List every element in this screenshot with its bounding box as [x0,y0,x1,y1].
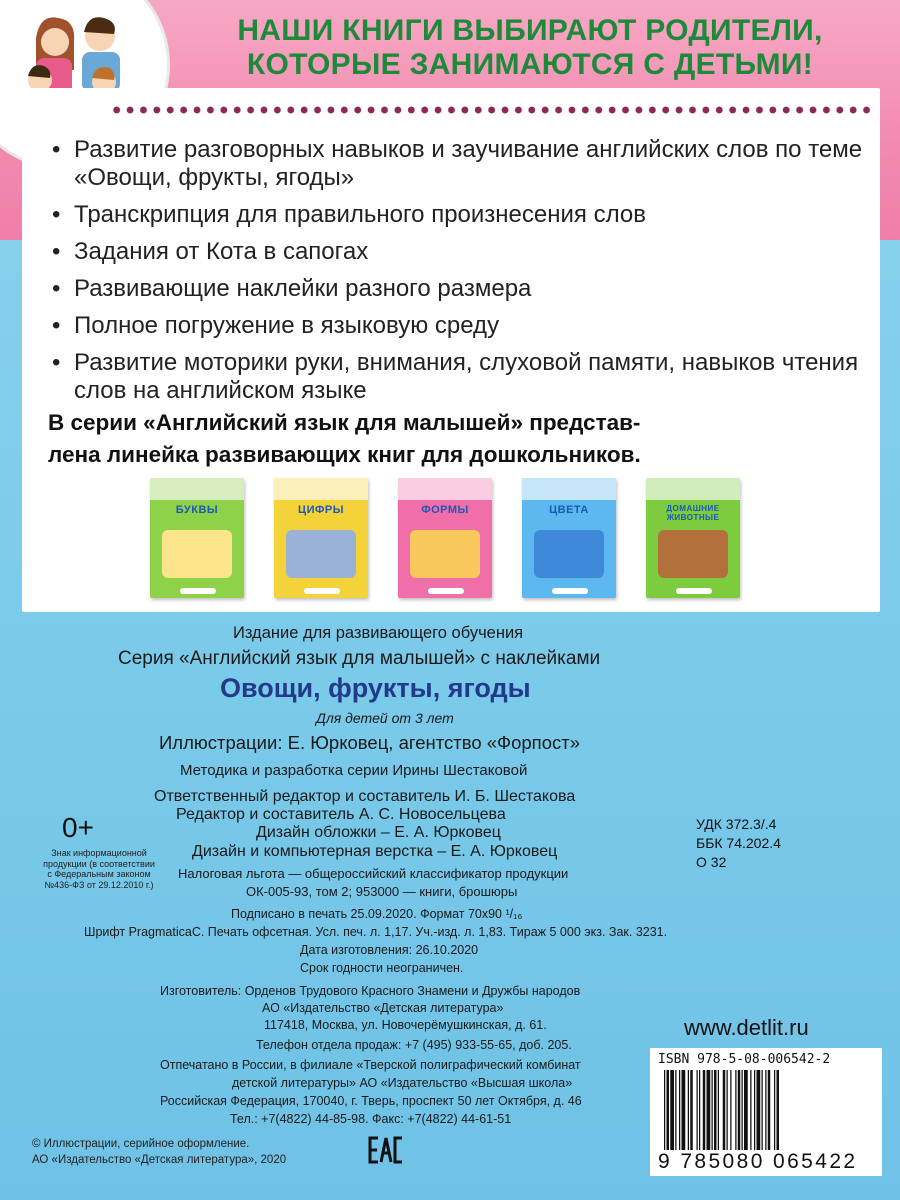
barcode-bar [682,1070,686,1150]
book-illustration [534,530,604,578]
barcode-bar [777,1070,780,1150]
imprint-made-date: Дата изготовления: 26.10.2020 [300,943,479,957]
barcode-icon [664,1070,870,1150]
imprint-printer-1: Отпечатано в России, в филиале «Тверской полиграфический комбинат [160,1058,581,1072]
barcode-bar [675,1070,676,1150]
isbn-barcode [650,1048,882,1176]
book-footer [304,588,340,594]
imprint-font-info: Шрифт PragmaticaC. Печать офсетная. Усл. печ. л. 1,17. Уч.-изд. л. 1,83. Тираж 5 000 экз. Зак. 3231. [84,925,668,939]
book-illustration [162,530,232,578]
barcode-bar [723,1070,726,1150]
barcode-bar [750,1070,751,1150]
barcode-bar [703,1070,706,1150]
book-footer [428,588,464,594]
imprint-printer-3: Российская Федерация, 170040, г. Тверь, проспект 50 лет Октября, д. 46 [160,1094,582,1108]
barcode-bar [730,1070,731,1150]
barcode-bar [738,1070,741,1150]
publisher-website: www.detlit.ru [684,1015,809,1040]
classification-codes [696,815,781,872]
barcode-bar [690,1070,693,1150]
book-title-main: Овощи, фрукты, ягоды [220,673,531,703]
feature-item: • Транскрипция для правильного произнесения слов [48,201,868,229]
barcode-bar [744,1070,748,1150]
series-description-line-1: В серии «Английский язык для малышей» представ- [48,410,641,435]
book-header [522,478,616,500]
barcode-bar [699,1070,700,1150]
age-rating-mark: 0+ [62,812,94,843]
book-footer [552,588,588,594]
book-illustration [658,530,728,578]
imprint-shelf-life: Срок годности неограничен. [300,961,464,975]
age-rating-note: Знак информационной продукции (в соответствии с Федеральным законом №436-ФЗ от 29.12.2010 г.) [43,848,155,890]
dotted-divider [110,104,870,116]
barcode-bar [765,1070,766,1150]
imprint-tax-1: Налоговая льгота — общероссийский классификатор продукции [178,866,569,881]
book-title: ДОМАШНИЕ ЖИВОТНЫЕ [666,504,720,522]
book-header [150,478,244,500]
imprint-maker-2: АО «Издательство «Детская литература» [262,1001,504,1015]
slogan-line-2: КОТОРЫЕ ЗАНИМАЮТСЯ С ДЕТЬМИ! [246,48,814,81]
barcode-bar [768,1070,771,1150]
imprint-editor2: Редактор и составитель А. С. Новосельцева [176,806,506,823]
feature-item: • Задания от Кота в сапогах [48,238,868,266]
imprint-series: Серия «Английский язык для малышей» с наклейками [118,648,601,669]
imprint-age: Для детей от 3 лет [316,710,454,726]
copyright-line-2: АО «Издательство «Детская литература», 2020 [32,1154,287,1166]
barcode-bar [742,1070,743,1150]
imprint-printer-4: Тел.: +7(4822) 44-85-98. Факс: +7(4822) 44-61-51 [230,1112,512,1126]
book-cover-colors [522,478,616,598]
slogan [180,14,880,82]
feature-item: • Полное погружение в языковую среду [48,312,868,340]
barcode-bar [727,1070,728,1150]
imprint-printer-2: детской литературы» АО «Издательство «Высшая школа» [232,1076,573,1090]
copyright-line-1: © Иллюстрации, серийное оформление. [32,1138,250,1150]
book-title: ЦВЕТА [549,504,589,516]
imprint-cover: Дизайн обложки – Е. А. Юрковец [256,824,501,841]
barcode-bar [714,1070,717,1150]
book-cover-pets [646,478,740,598]
imprint-illustrations: Иллюстрации: Е. Юрковец, агентство «Форпост» [159,732,581,753]
eac-certification-icon [368,1135,404,1165]
book-footer [180,588,216,594]
series-description-line-2: лена линейка развивающих книг для дошкольников. [48,442,641,467]
barcode-bar [757,1070,761,1150]
book-cover-letters [150,478,244,598]
barcode-bar [712,1070,713,1150]
feature-item: • Развитие моторики руки, внимания, слуховой памяти, навыков чтения слов на английском языке [48,349,868,405]
barcode-bar [762,1070,763,1150]
barcode-bar [670,1070,674,1150]
imprint-editor: Ответственный редактор и составитель И. Б. Шестакова [154,788,576,805]
imprint-maker-3: 117418, Москва, ул. Новочерёмушкинская, д. 61. [264,1018,547,1032]
book-title: ЦИФРЫ [298,504,344,516]
book-series-covers [150,478,750,598]
imprint-phone: Телефон отдела продаж: +7 (495) 933-55-65, доб. 205. [256,1038,572,1052]
author-code: О 32 [696,854,727,870]
book-cover-shapes [398,478,492,598]
barcode-bar [697,1070,698,1150]
barcode-bar [754,1070,755,1150]
series-description [48,407,868,471]
book-illustration [410,530,480,578]
isbn-number: ISBN 978-5-08-006542-2 [658,1052,831,1067]
barcode-bar [774,1070,775,1150]
imprint-signed: Подписано в печать 25.09.2020. Формат 70х90 ¹/₁₆ [231,907,523,921]
book-title: БУКВЫ [175,504,219,516]
barcode-digits: 9 785080 065422 [658,1150,858,1173]
imprint-edition: Издание для развивающего обучения [233,624,524,642]
feature-item: • Развитие разговорных навыков и заучивание английских слов по теме «Овощи, фрукты, ягоды» [48,136,868,192]
book-header [646,478,740,500]
book-illustration [286,530,356,578]
book-header [398,478,492,500]
barcode-bar [664,1070,665,1150]
copyright-notice [32,1136,286,1168]
barcode-bar [688,1070,689,1150]
book-title: ФОРМЫ [421,504,469,516]
udk-code: УДК 372.3/.4 [696,816,777,832]
barcode-bar [679,1070,680,1150]
bbk-code: ББК 74.202.4 [696,835,781,851]
feature-list [48,136,868,414]
barcode-bar [667,1070,670,1150]
imprint-tax-2: ОК-005-93, том 2; 953000 — книги, брошюры [246,884,518,899]
book-header [274,478,368,500]
imprint-layout: Дизайн и компьютерная верстка – Е. А. Юрковец [192,843,558,860]
imprint-maker-1: Изготовитель: Орденов Трудового Красного Знамени и Дружбы народов [160,984,581,998]
barcode-bar [718,1070,719,1150]
imprint-method: Методика и разработка серии Ирины Шестаковой [180,762,528,779]
barcode-bar [707,1070,711,1150]
slogan-line-1: НАШИ КНИГИ ВЫБИРАЮТ РОДИТЕЛИ, [237,14,823,47]
book-footer [676,588,712,594]
book-cover-numbers [274,478,368,598]
barcode-bar [735,1070,736,1150]
feature-item: • Развивающие наклейки разного размера [48,275,868,303]
